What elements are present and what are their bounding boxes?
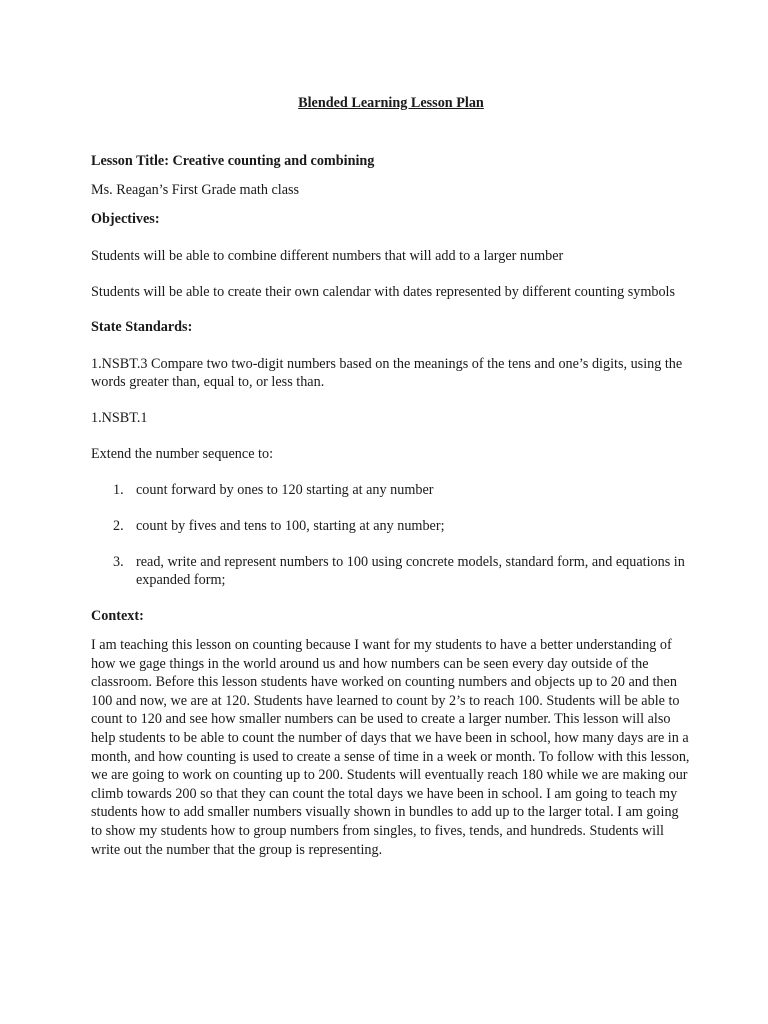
- list-text: count by fives and tens to 100, starting at any number;: [136, 518, 445, 534]
- list-item: [91, 553, 691, 589]
- list-text: count forward by ones to 120 starting at any number: [136, 482, 434, 498]
- standards-heading: State Standards:: [91, 319, 193, 335]
- lesson-title-label: Lesson Title:: [91, 153, 169, 169]
- standard-intro: Extend the number sequence to:: [91, 446, 274, 462]
- list-item: [91, 517, 691, 535]
- standard-list: [91, 481, 691, 589]
- objective-item: Students will be able to combine different numbers that will add to a larger number: [91, 248, 564, 264]
- lesson-title-line: [91, 152, 691, 170]
- class-line: Ms. Reagan’s First Grade math class: [91, 182, 300, 198]
- objectives-heading: Objectives:: [91, 211, 160, 227]
- document-body: [91, 94, 691, 859]
- document-title: Blended Learning Lesson Plan: [298, 95, 484, 111]
- list-number: 3.: [113, 554, 124, 570]
- list-text: read, write and represent numbers to 100 using concrete models, standard form, and equations in expanded form;: [136, 554, 685, 588]
- standard-code: 1.NSBT.1: [91, 410, 148, 426]
- context-heading: Context:: [91, 608, 144, 624]
- list-item: [91, 481, 691, 499]
- list-number: 1.: [113, 482, 124, 498]
- lesson-title-value: Creative counting and combining: [172, 153, 375, 169]
- context-body: I am teaching this lesson on counting because I want for my students to have a better understanding of how we gage things in the world around us and how numbers can be seen every day outside of the classroom. Before this lesson students have worked on counting numbers and objects up to 20 and then 100 and now, we are at 120. Students have learned to count by 2’s to reach 100. Students will be able to count to 120 and see how smaller numbers can be used to create a larger number. This lesson will also help students to be able to count the number of days that we have been in school, how many days are in a month, and how counting is used to create a sense of time in a week or month. To follow with this lesson, we are going to work on counting up to 200. Students will eventually reach 180 while we are making our climb towards 200 so that they can count the total days we have been in school. I am going to teach my students how to add smaller numbers visually shown in bundles to add up to the larger total. I am going to show my students how to group numbers from singles, to fives, tends, and hundreds. Students will write out the number that the group is representing.: [91, 637, 690, 858]
- list-number: 2.: [113, 518, 124, 534]
- objective-item: Students will be able to create their own calendar with dates represented by different counting symbols: [91, 284, 676, 300]
- standard-text: 1.NSBT.3 Compare two two-digit numbers based on the meanings of the tens and one’s digits, using the words greater than, equal to, or less than.: [91, 356, 683, 390]
